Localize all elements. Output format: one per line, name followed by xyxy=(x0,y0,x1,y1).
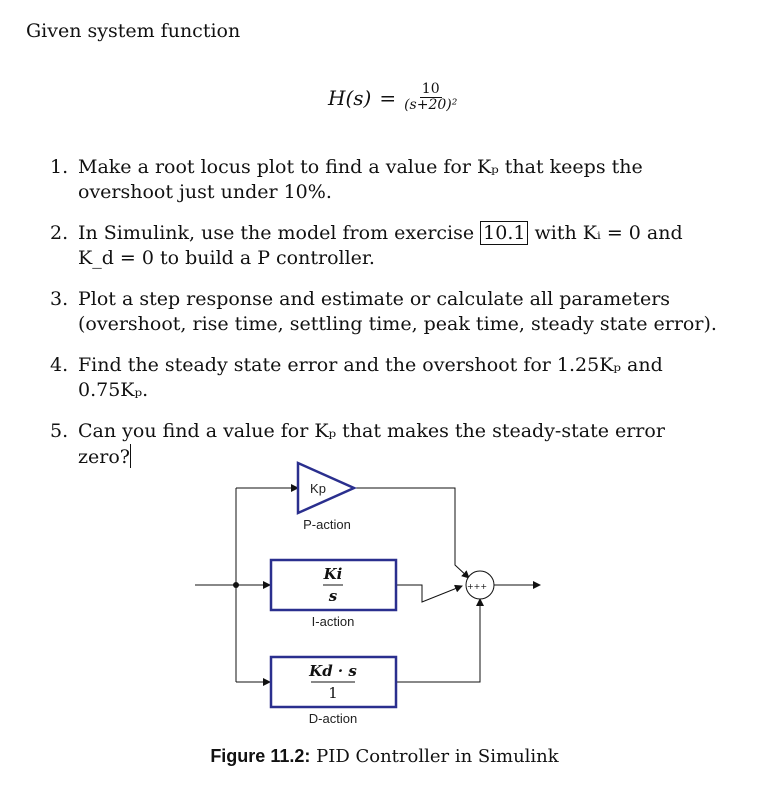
split-point xyxy=(233,582,239,588)
d-numerator: Kd · s xyxy=(309,662,357,680)
p-action-label: P-action xyxy=(303,517,351,532)
equation-numerator: 10 xyxy=(421,81,440,97)
task-text: Plot a step response and estimate or calculate all parameters (overshoot, rise time, settling time, peak time, steady state error). xyxy=(78,288,717,335)
equation-denominator: (s+20)² xyxy=(404,97,458,113)
task-text-post: with Kᵢ = 0 and K_d = 0 to build a P controller. xyxy=(78,222,683,269)
i-denominator: s xyxy=(328,587,338,605)
task-text-content: Can you find a value for Kₚ that makes the steady-state error zero? xyxy=(78,420,665,468)
equation-fraction xyxy=(404,82,457,113)
task-item xyxy=(50,353,718,403)
task-text xyxy=(78,221,718,271)
i-action-label: I-action xyxy=(311,614,355,629)
task-number: 1. xyxy=(50,156,69,178)
equation-equals: = xyxy=(379,85,397,110)
task-list xyxy=(50,155,718,486)
task-item xyxy=(50,221,718,271)
d-output-line xyxy=(396,599,480,682)
intro-text: Given system function xyxy=(26,20,241,42)
p-gain-text: Kp xyxy=(310,481,326,496)
task-number: 4. xyxy=(50,354,69,376)
d-denominator: 1 xyxy=(328,684,338,702)
text-cursor xyxy=(130,444,131,468)
exercise-reference-link[interactable]: 10.1 xyxy=(480,221,528,245)
task-item xyxy=(50,287,718,337)
i-numerator: Ki xyxy=(323,565,343,583)
equation-lhs: H(s) xyxy=(328,85,372,110)
d-action-label: D-action xyxy=(308,711,358,726)
i-output-line xyxy=(396,585,462,602)
task-number: 5. xyxy=(50,420,69,442)
task-number: 3. xyxy=(50,288,69,310)
transfer-function xyxy=(328,82,457,113)
pid-block-diagram xyxy=(190,455,560,735)
figure-number: Figure 11.2: xyxy=(210,746,311,766)
task-number: 2. xyxy=(50,222,69,244)
p-gain-block[interactable] xyxy=(298,463,354,513)
task-text-pre: In Simulink, use the model from exercise xyxy=(78,222,475,244)
figure-caption-text: PID Controller in Simulink xyxy=(316,746,559,767)
sum-signs: +++ xyxy=(466,582,488,591)
task-text: Find the steady state error and the overshoot for 1.25Kₚ and 0.75Kₚ. xyxy=(78,354,663,401)
figure-caption xyxy=(0,746,769,767)
task-item xyxy=(50,155,718,205)
task-text: Make a root locus plot to find a value for Kₚ that keeps the overshoot just under 10%. xyxy=(78,156,643,203)
